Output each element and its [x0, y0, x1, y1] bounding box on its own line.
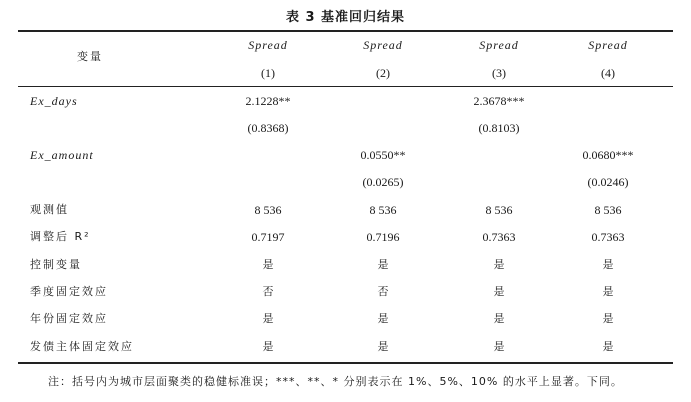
- table-cell: 否: [377, 285, 389, 298]
- table-note: 注：括号内为城市层面聚类的稳健标准误；***、**、* 分别表示在 1%、5%、10% 的水平上显著。下同。: [48, 375, 623, 388]
- header-col-num-2: (2): [376, 66, 390, 80]
- header-col-num-3: (3): [492, 66, 506, 80]
- header-dep-var-2: Spread: [363, 38, 403, 52]
- table-cell: 是: [377, 258, 389, 271]
- table-cell: 否: [262, 285, 274, 298]
- table-cell: 是: [602, 312, 614, 325]
- table-cell: 是: [262, 340, 274, 353]
- table-cell: 0.7363: [591, 230, 625, 244]
- table-cell: 8 536: [485, 203, 513, 217]
- table-cell: 是: [602, 258, 614, 271]
- table-cell: 0.7197: [251, 230, 285, 244]
- table-cell: 是: [602, 340, 614, 353]
- header-variable-label: 变量: [77, 50, 103, 63]
- table-cell: 是: [493, 340, 505, 353]
- table-cell: 8 536: [369, 203, 397, 217]
- table-cell: 是: [377, 340, 389, 353]
- header-dep-var-1: Spread: [248, 38, 288, 52]
- table-cell: 2.3678***: [473, 94, 525, 108]
- table-cell: 是: [493, 258, 505, 271]
- row-label-observations: 观测值: [30, 203, 69, 216]
- bottom-rule: [18, 362, 673, 364]
- table-cell: 0.7363: [482, 230, 516, 244]
- table-cell: 是: [493, 312, 505, 325]
- row-label-year-fe: 年份固定效应: [30, 312, 108, 325]
- table-cell: 是: [377, 312, 389, 325]
- table-title: 表 3 基准回归结果: [285, 10, 406, 25]
- header-dep-var-4: Spread: [588, 38, 628, 52]
- table-cell: 是: [493, 285, 505, 298]
- header-dep-var-3: Spread: [479, 38, 519, 52]
- table-cell: 0.0550**: [360, 148, 406, 162]
- header-rule: [18, 86, 673, 87]
- table-cell: 0.7196: [366, 230, 400, 244]
- table-cell: 是: [602, 285, 614, 298]
- header-col-num-1: (1): [261, 66, 275, 80]
- table-cell: (0.0265): [362, 175, 404, 189]
- table-cell: 8 536: [254, 203, 282, 217]
- table-cell: (0.0246): [587, 175, 629, 189]
- header-col-num-4: (4): [601, 66, 615, 80]
- table-cell: 是: [262, 312, 274, 325]
- table-cell: (0.8103): [478, 121, 520, 135]
- row-label-controls: 控制变量: [30, 258, 82, 271]
- table-cell: 8 536: [594, 203, 622, 217]
- table-cell: 0.0680***: [582, 148, 634, 162]
- table-cell: (0.8368): [247, 121, 289, 135]
- table-cell: 2.1228**: [245, 94, 291, 108]
- top-rule: [18, 30, 673, 32]
- row-label-ex-amount: Ex_amount: [30, 148, 94, 162]
- row-label-quarter-fe: 季度固定效应: [30, 285, 108, 298]
- table-cell: 是: [262, 258, 274, 271]
- row-label-issuer-fe: 发债主体固定效应: [30, 340, 134, 353]
- row-label-ex-days: Ex_days: [30, 94, 78, 108]
- row-label-adjusted-r2: 调整后 R²: [30, 230, 91, 243]
